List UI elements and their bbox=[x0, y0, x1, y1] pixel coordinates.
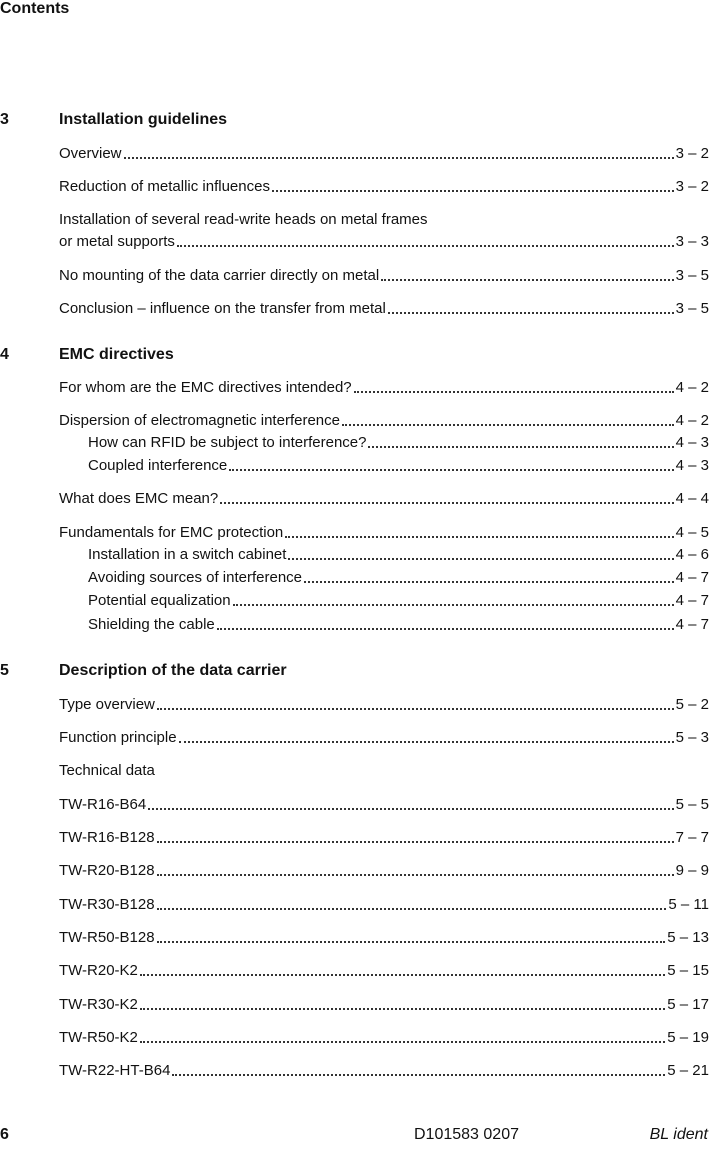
dot-leader bbox=[157, 941, 666, 943]
toc-entry-tw-r16-b64[interactable] bbox=[59, 796, 709, 814]
dot-leader bbox=[140, 1041, 665, 1043]
toc-entry-reduction[interactable] bbox=[59, 178, 709, 196]
toc-entry-page: 4 – 7 bbox=[675, 569, 709, 586]
toc-entry-title: Installation in a switch cabinet bbox=[88, 546, 287, 563]
page-header-title: Contents bbox=[0, 0, 70, 17]
toc-entry-title: TW-R16-B64 bbox=[59, 796, 147, 813]
toc-entry-title: TW-R30-B128 bbox=[59, 896, 155, 913]
dot-leader bbox=[177, 245, 674, 247]
toc-entry-title: No mounting of the data carrier directly on metal bbox=[59, 267, 380, 284]
dot-leader bbox=[220, 502, 673, 504]
toc-entry-title: Potential equalization bbox=[88, 592, 231, 609]
toc-entry-title: Dispersion of electromagnetic interference bbox=[59, 412, 340, 429]
toc-entry-page: 4 – 7 bbox=[675, 592, 709, 609]
toc-entry-title: TW-R16-B128 bbox=[59, 829, 155, 846]
toc-entry-title: Overview bbox=[59, 145, 122, 162]
chapter-5-heading[interactable] bbox=[0, 661, 700, 681]
toc-entry-title: TW-R50-B128 bbox=[59, 929, 155, 946]
toc-entry-page: 9 – 9 bbox=[675, 862, 709, 879]
toc-subentry-switch-cabinet[interactable] bbox=[88, 546, 709, 564]
footer-doc-id: D101583 0207 bbox=[414, 1126, 519, 1143]
dot-leader bbox=[288, 558, 673, 560]
dot-leader bbox=[285, 536, 673, 538]
dot-leader bbox=[148, 808, 673, 810]
toc-entry-tw-r50-k2[interactable] bbox=[59, 1029, 709, 1047]
toc-entry-title: Type overview bbox=[59, 696, 155, 713]
toc-subentry-coupled[interactable] bbox=[88, 457, 709, 475]
toc-entry-title: How can RFID be subject to interference? bbox=[88, 434, 367, 451]
toc-entry-title: TW-R50-K2 bbox=[59, 1029, 138, 1046]
dot-leader bbox=[272, 190, 674, 192]
toc-entry-page: 5 – 21 bbox=[667, 1062, 709, 1079]
toc-entry-title: What does EMC mean? bbox=[59, 490, 219, 507]
chapter-number: 4 bbox=[0, 346, 9, 363]
dot-leader bbox=[304, 581, 674, 583]
chapter-4-heading[interactable] bbox=[0, 345, 700, 365]
toc-entry-function-principle[interactable] bbox=[59, 729, 709, 747]
toc-entry-title: For whom are the EMC directives intended? bbox=[59, 379, 352, 396]
toc-entry-page: 4 – 5 bbox=[675, 524, 709, 541]
toc-entry-tw-r30-b128[interactable] bbox=[59, 896, 709, 914]
toc-entry-tw-r50-b128[interactable] bbox=[59, 929, 709, 947]
dot-leader bbox=[124, 157, 674, 159]
toc-entry-page: 3 – 2 bbox=[675, 145, 709, 162]
toc-entry-type-overview[interactable] bbox=[59, 696, 709, 714]
toc-subentry-potential-equalization[interactable] bbox=[88, 592, 709, 610]
toc-entry-title: Function principle bbox=[59, 729, 177, 746]
dot-leader bbox=[140, 974, 665, 976]
toc-entry-title: or metal supports bbox=[59, 233, 175, 250]
toc-entry-no-mounting[interactable] bbox=[59, 267, 709, 285]
toc-entry-page: 4 – 2 bbox=[675, 379, 709, 396]
toc-entry-tw-r20-k2[interactable] bbox=[59, 962, 709, 980]
toc-entry-page: 4 – 4 bbox=[675, 490, 709, 507]
toc-entry-title-line1[interactable]: Installation of several read-write heads on metal frames bbox=[59, 211, 428, 228]
dot-leader bbox=[229, 469, 673, 471]
toc-entry-technical-data[interactable]: Technical data bbox=[59, 762, 155, 779]
footer-brand: BL ident bbox=[649, 1126, 708, 1143]
chapter-title: Installation guidelines bbox=[59, 111, 228, 128]
toc-entry-for-whom[interactable] bbox=[59, 379, 709, 397]
dot-leader bbox=[157, 708, 674, 710]
toc-entry-page: 5 – 2 bbox=[675, 696, 709, 713]
footer-page-number: 6 bbox=[0, 1126, 9, 1143]
toc-entry-title: Conclusion – influence on the transfer from metal bbox=[59, 300, 386, 317]
toc-entry-title: TW-R20-K2 bbox=[59, 962, 138, 979]
toc-subentry-avoiding-sources[interactable] bbox=[88, 569, 709, 587]
dot-leader bbox=[157, 841, 674, 843]
toc-entry-page: 5 – 11 bbox=[668, 896, 709, 913]
dot-leader bbox=[354, 391, 674, 393]
chapter-3-heading[interactable] bbox=[0, 110, 700, 130]
dot-leader bbox=[157, 908, 667, 910]
toc-entry-page: 3 – 3 bbox=[675, 233, 709, 250]
toc-entry-title: Reduction of metallic influences bbox=[59, 178, 270, 195]
chapter-title: EMC directives bbox=[59, 346, 174, 363]
chapter-number: 5 bbox=[0, 662, 9, 679]
toc-entry-tw-r30-k2[interactable] bbox=[59, 996, 709, 1014]
toc-entry-page: 5 – 3 bbox=[675, 729, 709, 746]
toc-entry-page: 5 – 15 bbox=[667, 962, 709, 979]
toc-entry-title: Avoiding sources of interference bbox=[88, 569, 303, 586]
toc-entry-title: Coupled interference bbox=[88, 457, 228, 474]
toc-entry-page: 7 – 7 bbox=[675, 829, 709, 846]
toc-entry-conclusion[interactable] bbox=[59, 300, 709, 318]
toc-entry-tw-r22-ht-b64[interactable] bbox=[59, 1062, 709, 1080]
toc-subentry-shielding-cable[interactable] bbox=[88, 616, 709, 634]
toc-entry-title: TW-R30-K2 bbox=[59, 996, 138, 1013]
toc-entry-page: 3 – 5 bbox=[675, 300, 709, 317]
toc-entry-page: 4 – 3 bbox=[675, 457, 709, 474]
toc-entry-emc-mean[interactable] bbox=[59, 490, 709, 508]
toc-entry-overview[interactable] bbox=[59, 145, 709, 163]
toc-entry-fundamentals[interactable] bbox=[59, 524, 709, 542]
toc-entry-page: 5 – 19 bbox=[667, 1029, 709, 1046]
chapter-title: Description of the data carrier bbox=[59, 662, 287, 679]
toc-entry-title: Fundamentals for EMC protection bbox=[59, 524, 284, 541]
toc-entry-page: 3 – 5 bbox=[675, 267, 709, 284]
toc-entry-page: 4 – 2 bbox=[675, 412, 709, 429]
toc-entry-page: 4 – 3 bbox=[675, 434, 709, 451]
toc-entry-title: Shielding the cable bbox=[88, 616, 215, 633]
toc-entry-tw-r16-b128[interactable] bbox=[59, 829, 709, 847]
dot-leader bbox=[217, 628, 674, 630]
toc-entry-title: TW-R20-B128 bbox=[59, 862, 155, 879]
toc-entry-page: 4 – 7 bbox=[675, 616, 709, 633]
toc-entry-page: 4 – 6 bbox=[675, 546, 709, 563]
chapter-number: 3 bbox=[0, 111, 9, 128]
dot-leader bbox=[140, 1008, 665, 1010]
toc-entry-page: 5 – 13 bbox=[667, 929, 709, 946]
dot-leader bbox=[388, 312, 674, 314]
dot-leader bbox=[381, 279, 673, 281]
dot-leader bbox=[342, 424, 674, 426]
toc-entry-page: 5 – 17 bbox=[667, 996, 709, 1013]
dot-leader bbox=[368, 446, 673, 448]
dot-leader bbox=[172, 1074, 665, 1076]
toc-entry-dispersion[interactable] bbox=[59, 412, 709, 430]
dot-leader bbox=[179, 741, 674, 743]
toc-entry-title: TW-R22-HT-B64 bbox=[59, 1062, 171, 1079]
dot-leader bbox=[233, 604, 674, 606]
toc-entry-tw-r20-b128[interactable] bbox=[59, 862, 709, 880]
toc-entry-page: 3 – 2 bbox=[675, 178, 709, 195]
dot-leader bbox=[157, 874, 674, 876]
toc-subentry-rfid-interference[interactable] bbox=[88, 434, 709, 452]
toc-entry-several-heads[interactable] bbox=[59, 233, 709, 251]
toc-entry-page: 5 – 5 bbox=[675, 796, 709, 813]
